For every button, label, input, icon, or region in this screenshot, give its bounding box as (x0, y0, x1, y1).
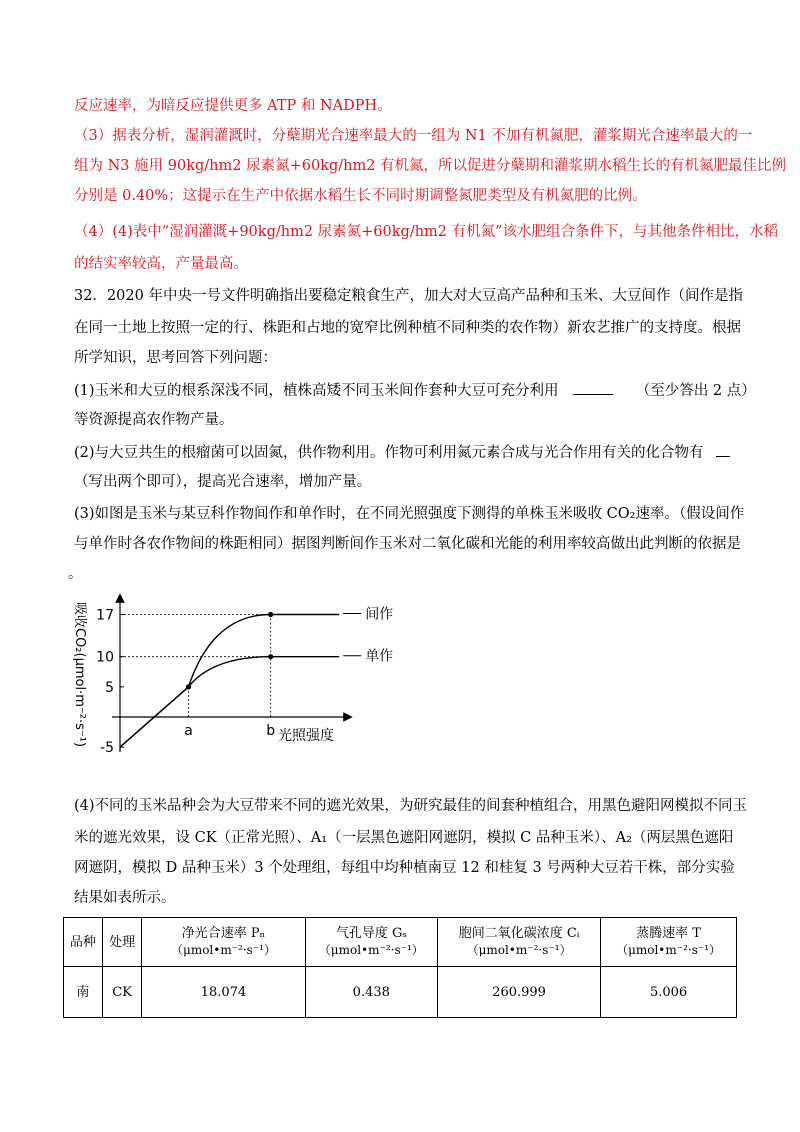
series-label: 单作 (365, 648, 394, 665)
series-label: 间作 (365, 606, 394, 623)
part-1-hint: （至少答出 2 点） (635, 383, 756, 399)
table-row (64, 967, 737, 1018)
x-tick-label: b (266, 723, 276, 739)
x-axis-label: 光照强度 (278, 728, 334, 744)
table-header-row (64, 918, 737, 967)
answer-line: 的结实率较高，产量最高。 (74, 256, 248, 272)
question-part-4: 网遮阴，模拟 D 品种玉米）3 个处理组，每组中均种植南豆 12 和桂复 3 号两种大豆若干株，部分实验 (74, 860, 735, 876)
question-intro: 32．2020 年中央一号文件明确指出要稳定粮食生产，加大对大豆高产品种和玉米、大豆间作（间作是指 (74, 288, 743, 304)
header-cell-t: 蒸腾速率 T （μmol•m⁻²·s⁻¹） (601, 918, 737, 967)
question-part-3-end: 。 (68, 566, 83, 582)
answer-line: 分别是 0.40%；这提示在生产中依据水稻生长不同时期调整氮肥类型及有机氮肥的比例。 (74, 188, 647, 204)
table-cell: 18.074 (142, 967, 305, 1018)
data-markers (186, 612, 273, 690)
y-tick-label: 10 (96, 649, 114, 666)
x-tick-label: a (184, 723, 193, 739)
part-1-text: (1)玉米和大豆的根系深浅不同，植株高矮不同玉米间作套种大豆可充分利用 (74, 383, 559, 399)
y-tick-label: 5 (105, 679, 114, 696)
question-part-4: (4)不同的玉米品种会为大豆带来不同的遮光效果，为研究最佳的间套种植组合，用黑色避阳网模拟不同玉 (74, 798, 748, 814)
data-point (268, 654, 273, 659)
data-point (268, 612, 273, 617)
x-tick-labels (184, 723, 275, 739)
answer-line: 反应速率，为暗反应提供更多 ATP 和 NADPH。 (74, 98, 392, 114)
co2-absorption-chart (60, 590, 394, 780)
question-part-4: 米的遮光效果，设 CK（正常光照）、A₁（一层黑色遮阳网遮阴，模拟 C 品种玉米）、A₂（两层黑色遮阳 (74, 830, 734, 846)
question-intro: 在同一土地上按照一定的行、株距和占地的宽窄比例种植不同种类的农作物）新农艺推广的支持度。根据 (74, 320, 741, 336)
question-part-2 (74, 442, 730, 463)
answer-blank (716, 442, 730, 457)
table-cell: 260.999 (438, 967, 601, 1018)
answer-line: （4）(4)表中“湿润灌溉+90kg/hm2 尿素氮+60kg/hm2 有机氮”该水肥组合条件下，与其他条件相比，水稻 (74, 224, 779, 240)
y-tick-label: 17 (96, 607, 114, 624)
part-2-continued: （写出两个即可），提高光合速率，增加产量。 (74, 474, 372, 490)
y-axis-label (72, 602, 88, 747)
part-1-continued: 等资源提高农作物产量。 (74, 412, 234, 428)
part-2-text: (2)与大豆共生的根瘤菌可以固氮，供作物利用。作物可利用氮元素合成与光合作用有关的化合物有 (74, 445, 704, 461)
results-table (63, 917, 737, 1018)
question-part-1 (74, 380, 756, 401)
question-intro: 所学知识，思考回答下列问题： (74, 350, 277, 366)
header-cell-gs: 气孔导度 Gₛ （μmol•m⁻²·s⁻¹） (305, 918, 437, 967)
guide-lines (120, 614, 271, 717)
question-part-4: 结果如表所示。 (74, 890, 176, 906)
table-cell: 5.006 (601, 967, 737, 1018)
header-cell-ci: 胞间二氧化碳浓度 Cᵢ （μmol•m⁻²·s⁻¹） (438, 918, 601, 967)
table-cell: 0.438 (305, 967, 437, 1018)
answer-blank (573, 380, 613, 395)
question-part-3: (3)如图是玉米与某豆科作物间作和单作时，在不同光照强度下测得的单株玉米吸收 CO₂速率。（假设间作 (74, 506, 745, 522)
answer-line: （3）据表分析，湿润灌溉时，分蘖期光合速率最大的一组为 N1 不加有机氮肥，灌浆期光合速率最大的一 (74, 128, 753, 144)
table-cell: CK (102, 967, 142, 1018)
series-labels (343, 606, 393, 664)
header-cell-variety: 品种 (64, 918, 103, 967)
y-tick-label: -5 (100, 740, 114, 757)
header-cell-pn: 净光合速率 Pₙ （μmol•m⁻²·s⁻¹） (142, 918, 305, 967)
data-point (186, 684, 191, 689)
y-axis-label-text: 吸收CO₂(μmol·m⁻²·s⁻¹) (72, 602, 87, 748)
table-cell: 南 (64, 967, 103, 1018)
header-cell-treatment: 处理 (102, 918, 142, 967)
answer-line: 组为 N3 施用 90kg/hm2 尿素氮+60kg/hm2 有机氮，所以促进分蘖期和灌浆期水稻生长的有机氮肥最佳比例 (74, 158, 787, 174)
question-part-3: 与单作时各农作物间的株距相同）据图判断间作玉米对二氧化碳和光能的利用率较高做出此判断的依据是 (74, 536, 741, 552)
